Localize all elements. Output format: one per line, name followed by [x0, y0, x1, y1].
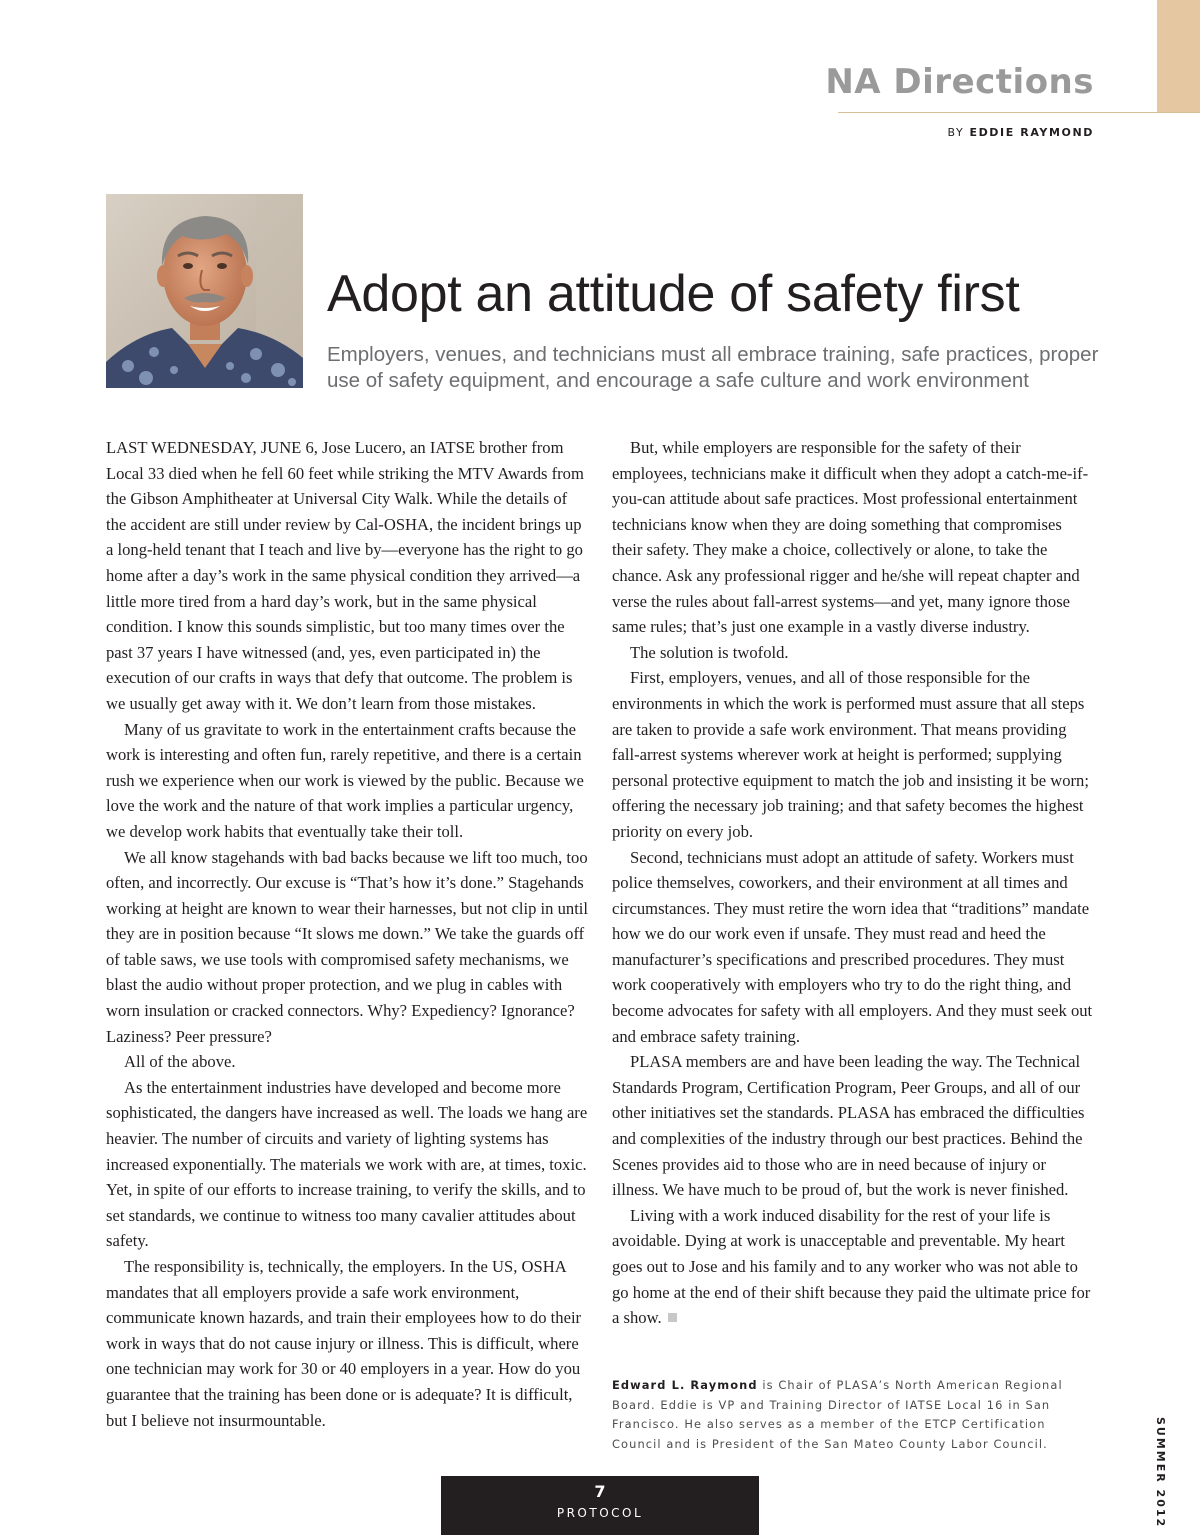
article-column-left	[106, 435, 590, 1433]
color-tab-accent	[1157, 0, 1200, 112]
section-title: NA Directions	[825, 62, 1094, 102]
bio-name: Edward L. Raymond	[612, 1378, 758, 1392]
article-headline: Adopt an attitude of safety first	[327, 265, 1020, 323]
body-paragraph: The solution is twofold.	[630, 642, 789, 662]
author-portrait	[106, 194, 303, 388]
byline	[947, 126, 1094, 139]
body-paragraph-final	[612, 1203, 1096, 1331]
page-folio	[441, 1476, 759, 1535]
page-number: 7	[594, 1482, 606, 1501]
body-paragraph: PLASA members are and have been leading the way. The Technical Standards Program, Certification Program, Peer Groups, and all of our other initiatives set the standards. PLASA has embraced the difficulties and complexities of the industry through our best practices. Behind the Scenes provides aid to those who are in need because of injury or illness. We have much to be proud of, but the work is never finished.	[612, 1052, 1085, 1200]
body-paragraph: LAST WEDNESDAY, JUNE 6, Jose Lucero, an IATSE brother from Local 33 died when he fell 60 feet while striking the MTV Awards from the Gibson Amphitheater at Universal City Walk. While the details of the accident are still under review by Cal-OSHA, the incident brings up a long-held tenant that I teach and live by—everyone has the right to go home after a day’s work in the same physical condition they arrived—a little more tired from a hard day’s work, but in the same physical condition. I know this sounds simplistic, but too many times over the past 37 years I have witnessed (and, yes, even participated in) the execution of our crafts in ways that defy that outcome. The problem is we usually get away with it. We don’t learn from those mistakes.	[106, 438, 584, 713]
header-rule	[838, 112, 1200, 113]
article-deck: Employers, venues, and technicians must all embrace training, safe practices, proper use of safety equipment, and encourage a safe culture and work environment	[327, 343, 1099, 392]
end-mark-icon	[668, 1313, 677, 1322]
author-bio	[612, 1376, 1096, 1454]
body-paragraph: But, while employers are responsible for the safety of their employees, technicians make it difficult when they adopt a catch-me-if-you-can attitude about safe practices. Most professional entertainment technicians know when they are doing something that compromises their safety. They make a choice, collectively or alone, to take the chance. Ask any professional rigger and he/she will repeat chapter and verse the rules about fall-arrest systems—and yet, many ignore those same rules; that’s just one example in a vastly diverse industry.	[612, 438, 1089, 637]
final-paragraph-text: Living with a work induced disability for the rest of your life is avoidable. Dying at work is unacceptable and preventable. My heart goes out to Jose and his family and to any worker who was not able to go home at the end of their shift because they paid the ultimate price for a show.	[612, 1205, 1091, 1328]
body-paragraph: As the entertainment industries have developed and become more sophisticated, the dangers have increased as well. The loads we hang are heavier. The number of circuits and variety of lighting systems has increased exponentially. The materials we work with are, at times, toxic. Yet, in spite of our efforts to increase training, to verify the skills, and to set standards, we continue to witness too many cavalier attitudes about safety.	[106, 1077, 588, 1251]
body-paragraph: All of the above.	[124, 1052, 236, 1072]
bio-text: is Chair of PLASA’s North American Regional Board. Eddie is VP and Training Director of IATSE Local 16 in San Francisco. He also serves as a member of the ETCP Certification Council and is President of the San Mateo County Labor Council.	[612, 1378, 1063, 1451]
article-column-right	[612, 435, 1096, 1331]
byline-prefix: BY	[947, 126, 965, 139]
body-paragraph: Many of us gravitate to work in the entertainment crafts because the work is interesting and often fun, rarely repetitive, and there is a certain rush we experience when our work is viewed by the public. Because we love the work and the nature of that work implies a particular urgency, we develop work habits that eventually take their toll.	[106, 719, 584, 841]
body-paragraph: Second, technicians must adopt an attitude of safety. Workers must police themselves, coworkers, and their environment at all times and circumstances. They must retire the worn idea that “traditions” mandate how we do our work even if unsafe. They must read and heed the manufacturer’s specifications and prescribed procedures. They must work cooperatively with employers who try to do the right thing, and become advocates for safety with all employers. And they must seek out and embrace safety training.	[612, 847, 1093, 1046]
body-paragraph: We all know stagehands with bad backs because we lift too much, too often, and incorrectly. Our excuse is “That’s how it’s done.” Stagehands working at height are known to wear their harnesses, but not clip in until they are in position because “It slows me down.” We take the guards off of table saws, we use tools with compromised safety mechanisms, we blast the audio without proper protection, and we plug in cables with worn insulation or cracked connectors. Why? Expediency? Ignorance? Laziness? Peer pressure?	[106, 847, 589, 1046]
body-paragraph: The responsibility is, technically, the employers. In the US, OSHA mandates that all employers provide a safe work environment, communicate known hazards, and train their employees how to do their work in ways that do not cause injury or illness. This is difficult, where one technician may work for 30 or 40 employers in a year. How do you guarantee that the training has been done or is adequate? It is difficult, but I believe not insurmountable.	[106, 1257, 582, 1430]
publication-name: PROTOCOL	[556, 1506, 644, 1520]
byline-author: EDDIE RAYMOND	[969, 126, 1094, 139]
body-paragraph: First, employers, venues, and all of those responsible for the environments in which the work is performed must assure that all steps are taken to provide a safe work environment. That means providing fall-arrest systems wherever work at height is performed; supplying personal protective equipment to match the job and insisting it be worn; offering the necessary job training; and that safety becomes the highest priority on every job.	[612, 668, 1089, 841]
issue-label: SUMMER 2012	[1154, 1417, 1167, 1529]
